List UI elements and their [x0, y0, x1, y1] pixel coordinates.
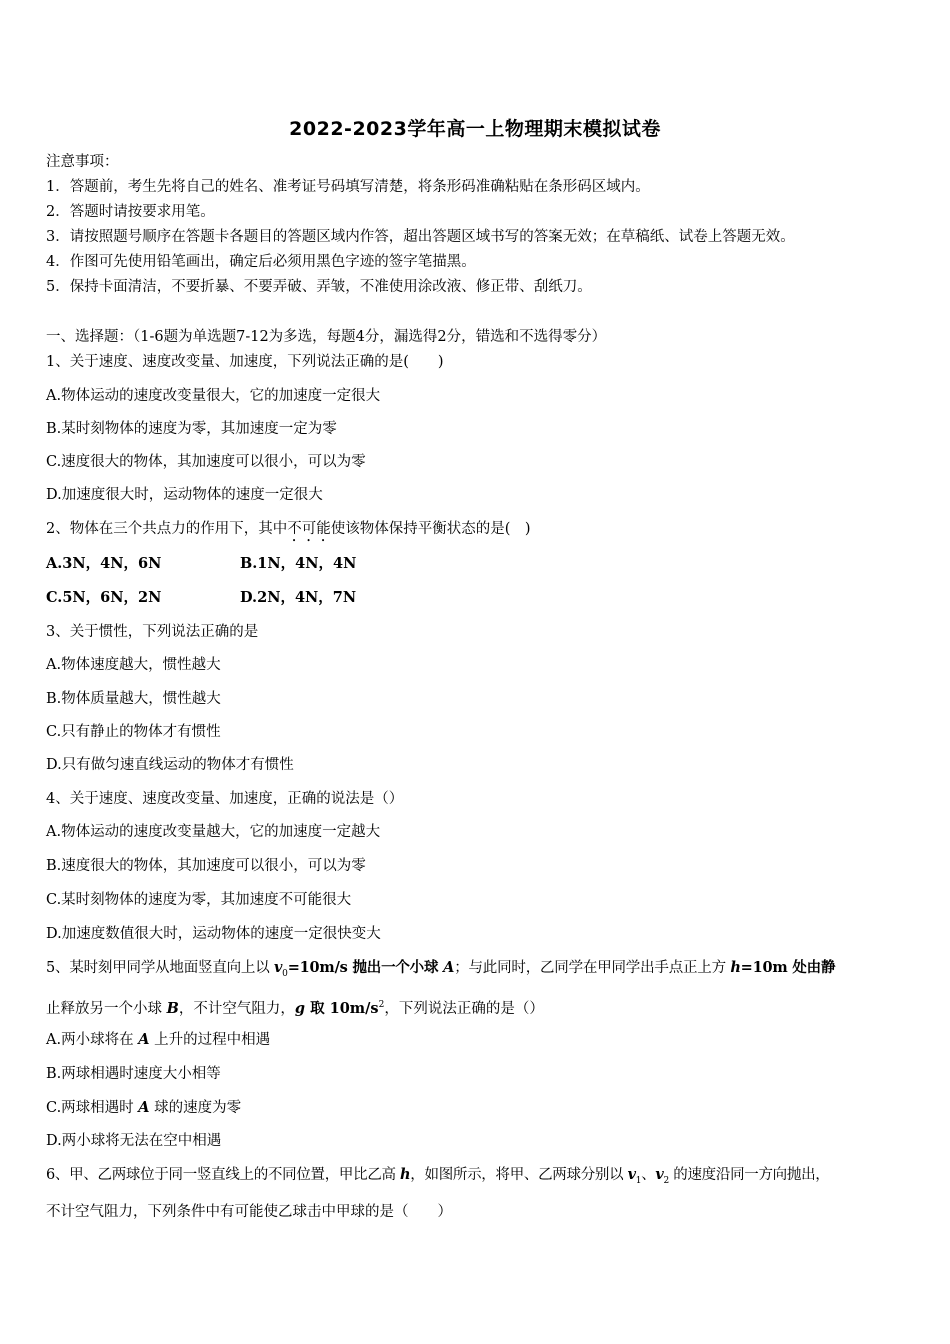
question-5-option-b: B.两球相遇时速度大小相等: [46, 1066, 221, 1082]
question-5-stem-line-1: [46, 958, 835, 984]
question-6-stem-line-1: [46, 1165, 829, 1191]
question-3-stem: 3、关于惯性，下列说法正确的是: [46, 624, 259, 640]
question-1-option-d: D.加速度很大时，运动物体的速度一定很大: [46, 487, 323, 503]
q5-text: ，不计空气阻力，: [178, 1000, 295, 1017]
question-4-stem: 4、关于速度、速度改变量、加速度，正确的说法是（）: [46, 791, 404, 807]
question-1-stem: 1、关于速度、速度改变量、加速度，下列说法正确的是( ): [46, 354, 444, 370]
question-2-stem-post: 使该物体保持平衡状态的是( ): [330, 521, 531, 537]
question-4-option-b: B.速度很大的物体，其加速度可以很小，可以为零: [46, 858, 366, 874]
q5-var-a: A: [138, 1031, 150, 1048]
q6-text: 、: [641, 1167, 656, 1183]
question-5-option-d: D.两小球将无法在空中相遇: [46, 1133, 222, 1149]
q5-var-a: A: [138, 1099, 150, 1116]
question-5-stem-line-2: [46, 995, 544, 1019]
q5-text: =10m/s 抛出一个小球: [287, 959, 444, 976]
q6-var-v2: v: [655, 1166, 664, 1183]
question-1-option-b: B.某时刻物体的速度为零，其加速度一定为零: [46, 421, 337, 437]
q5-text: ，下列说法正确的是（）: [384, 1000, 544, 1017]
question-2-stem-pre: 2、物体在三个共点力的作用下，其中: [46, 521, 288, 537]
question-1-option-c: C.速度很大的物体，其加速度可以很小，可以为零: [46, 454, 366, 470]
q6-sub-1: 1: [635, 1175, 642, 1186]
question-2-stem: [46, 519, 531, 545]
question-1-option-a: A.物体运动的速度改变量很大，它的加速度一定很大: [46, 388, 381, 404]
q5-text: A.两小球将在: [46, 1032, 139, 1048]
q5-text: 球的速度为零: [149, 1100, 242, 1116]
question-4-option-c: C.某时刻物体的速度为零，其加速度不可能很大: [46, 892, 352, 908]
q6-var-v1: v: [627, 1166, 636, 1183]
question-2-emphasis: 不可能: [287, 521, 331, 537]
q5-var-a: A: [443, 959, 455, 976]
question-2-option-d: [240, 588, 356, 608]
q5-sub-0: 0: [282, 968, 288, 979]
q6-text: ，如图所示，将甲、乙两球分别以: [410, 1167, 628, 1183]
question-3-option-b: B.物体质量越大，惯性越大: [46, 691, 221, 707]
notice-item-1: 1．答题前，考生先将自己的姓名、准考证号码填写清楚，将条形码准确粘贴在条形码区域内。: [46, 179, 650, 195]
question-2-option-b: [240, 554, 356, 574]
question-3-option-c: C.只有静止的物体才有惯性: [46, 724, 221, 740]
question-2-option-b-text: B.1N，4N，4N: [240, 555, 357, 572]
notice-item-2: 2．答题时请按要求用笔。: [46, 204, 215, 220]
q5-sup-2: 2: [378, 1000, 385, 1010]
question-6-stem-line-2: 不计空气阻力，下列条件中有可能使乙球击中甲球的是（ ）: [46, 1204, 452, 1220]
q5-var-b: B: [166, 999, 179, 1017]
question-2-option-a: A.3N，4N，6N: [46, 555, 162, 572]
notice-item-3: 3．请按照题号顺序在答题卡各题目的答题区域内作答，超出答题区域书写的答案无效；在草稿纸、试卷上答题无效。: [46, 229, 795, 245]
notice-heading: 注意事项：: [46, 154, 119, 170]
q6-text: 6、甲、乙两球位于同一竖直线上的不同位置，甲比乙高: [46, 1167, 401, 1183]
q5-text: 取 10m/s: [305, 999, 379, 1017]
q5-var-h: h: [730, 959, 741, 976]
q5-var-v: v: [273, 959, 283, 976]
q5-text: 上升的过程中相遇: [149, 1032, 271, 1048]
q6-text: 的速度沿同一方向抛出，: [668, 1167, 830, 1183]
q5-text: =10m 处由静: [740, 959, 836, 976]
question-2-option-c: C.5N，6N，2N: [46, 589, 162, 606]
page-title: 2022-2023学年高一上物理期末模拟试卷: [289, 118, 661, 140]
question-2-option-d-text: D.2N，4N，7N: [240, 589, 357, 606]
q6-var-h: h: [400, 1166, 411, 1183]
question-3-option-a: A.物体速度越大，惯性越大: [46, 657, 221, 673]
question-5-option-a: [46, 1030, 270, 1050]
notice-item-4: 4．作图可先使用铅笔画出，确定后必须用黑色字迹的签字笔描黑。: [46, 254, 476, 270]
question-5-option-c: [46, 1098, 241, 1118]
q5-text: 止释放另一个小球: [46, 1000, 167, 1017]
question-3-option-d: D.只有做匀速直线运动的物体才有惯性: [46, 757, 294, 773]
q5-var-g: g: [294, 999, 306, 1017]
q5-text: 5、某时刻甲同学从地面竖直向上以: [46, 960, 274, 976]
question-4-option-d: D.加速度数值很大时，运动物体的速度一定很快变大: [46, 926, 381, 942]
question-2-row-1: [46, 554, 161, 574]
question-2-row-2: [46, 588, 161, 608]
q5-text: C.两球相遇时: [46, 1100, 139, 1116]
question-4-option-a: A.物体运动的速度改变量越大，它的加速度一定越大: [46, 824, 381, 840]
q6-sub-2: 2: [663, 1175, 669, 1186]
notice-item-5: 5．保持卡面清洁，不要折暴、不要弄破、弄皱，不准使用涂改液、修正带、刮纸刀。: [46, 279, 592, 295]
section-heading: 一、选择题：（1-6题为单选题7-12为多选，每题4分，漏选得2分，错选和不选得零分）: [46, 329, 607, 345]
q5-text: ；与此同时，乙同学在甲同学出手点正上方: [454, 960, 731, 976]
